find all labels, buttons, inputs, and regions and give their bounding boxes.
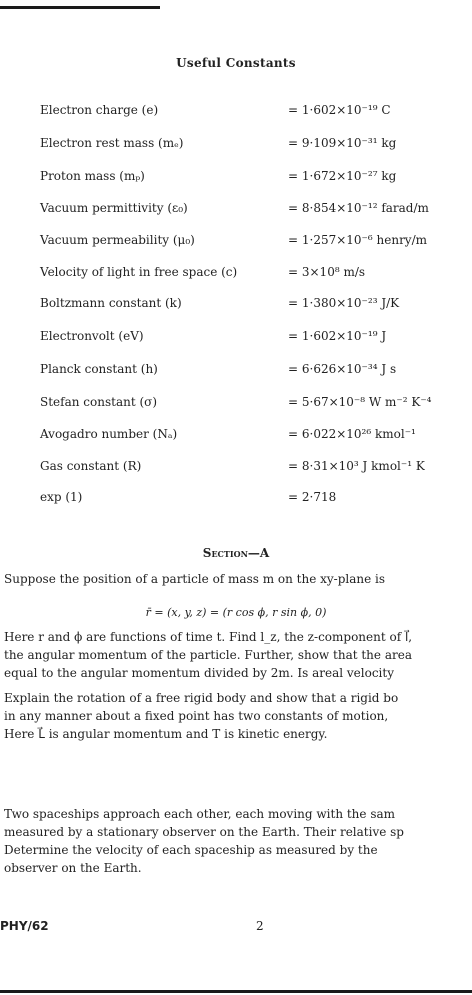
question-1-body: [4, 628, 472, 682]
constant-name: Vacuum permeability (μ₀): [40, 233, 195, 247]
constant-row: [0, 103, 472, 123]
constant-name: Planck constant (h): [40, 362, 158, 376]
q1-line2: Here r and ϕ are functions of time t. Find l_z, the z-component of l⃗,: [4, 630, 413, 644]
constant-row: [0, 329, 472, 349]
constant-value: = 5·67×10⁻⁸ W m⁻² K⁻⁴: [288, 395, 432, 409]
q1-line3: the angular momentum of the particle. Further, show that the area: [4, 648, 412, 662]
constant-name: Vacuum permittivity (ε₀): [40, 201, 188, 215]
constant-value: = 8·854×10⁻¹² farad/m: [288, 201, 429, 215]
constant-row: [0, 136, 472, 156]
constant-value: = 9·109×10⁻³¹ kg: [288, 136, 397, 150]
constant-name: Boltzmann constant (k): [40, 296, 182, 310]
q3-line4: observer on the Earth.: [4, 861, 142, 875]
section-heading: Section—A: [202, 546, 270, 560]
constant-row: [0, 169, 472, 189]
position-equation: r̄ = (x, y, z) = (r cos ϕ, r sin ϕ, 0): [145, 606, 327, 619]
question-1-intro: [4, 570, 472, 588]
constant-name: Velocity of light in free space (c): [40, 265, 238, 279]
constant-row: [0, 201, 472, 221]
q2-line2: in any manner about a fixed point has two constants of motion,: [4, 709, 389, 723]
constant-name: Electron charge (e): [40, 103, 159, 117]
bottom-rule: [0, 990, 472, 993]
q2-line3: Here L⃗ is angular momentum and T is kinetic energy.: [4, 727, 328, 741]
constant-name: Stefan constant (σ): [40, 395, 158, 409]
constants-title: Useful Constants: [176, 56, 296, 70]
constant-value: = 1·672×10⁻²⁷ kg: [288, 169, 397, 183]
paper-code: PHY/62: [0, 919, 49, 933]
page-number: 2: [256, 919, 264, 933]
question-3: [4, 805, 472, 877]
question-2: [4, 689, 472, 743]
constant-row: [0, 395, 472, 415]
constant-row: [0, 362, 472, 382]
constant-value: = 2·718: [288, 490, 337, 504]
constant-row: [0, 233, 472, 253]
constant-row: [0, 490, 472, 510]
constant-row: [0, 427, 472, 447]
constant-name: Electronvolt (eV): [40, 329, 144, 343]
constant-name: exp (1): [40, 490, 83, 504]
constant-value: = 8·31×10³ J kmol⁻¹ K: [288, 459, 425, 473]
constant-row: [0, 459, 472, 479]
constant-value: = 3×10⁸ m/s: [288, 265, 366, 279]
q3-line2: measured by a stationary observer on the Earth. Their relative sp: [4, 825, 404, 839]
constant-value: = 1·602×10⁻¹⁹ C: [288, 103, 391, 117]
constant-name: Avogadro number (Nₐ): [40, 427, 178, 441]
constant-value: = 1·380×10⁻²³ J/K: [288, 296, 400, 310]
constant-value: = 6·626×10⁻³⁴ J s: [288, 362, 397, 376]
constant-name: Proton mass (mₚ): [40, 169, 145, 183]
q2-line1: Explain the rotation of a free rigid body and show that a rigid bo: [4, 691, 399, 705]
q3-line1: Two spaceships approach each other, each moving with the sam: [4, 807, 396, 821]
constant-name: Gas constant (R): [40, 459, 142, 473]
q3-line3: Determine the velocity of each spaceship as measured by the: [4, 843, 378, 857]
constant-value: = 6·022×10²⁶ kmol⁻¹: [288, 427, 416, 441]
constant-row: [0, 296, 472, 316]
constant-value: = 1·257×10⁻⁶ henry/m: [288, 233, 428, 247]
constant-name: Electron rest mass (mₑ): [40, 136, 184, 150]
constant-value: = 1·602×10⁻¹⁹ J: [288, 329, 387, 343]
q1-line1: Suppose the position of a particle of mass m on the xy-plane is: [4, 572, 386, 586]
top-rule: [0, 6, 160, 9]
constant-row: [0, 265, 472, 285]
q1-line4: equal to the angular momentum divided by 2m. Is areal velocity: [4, 666, 394, 680]
